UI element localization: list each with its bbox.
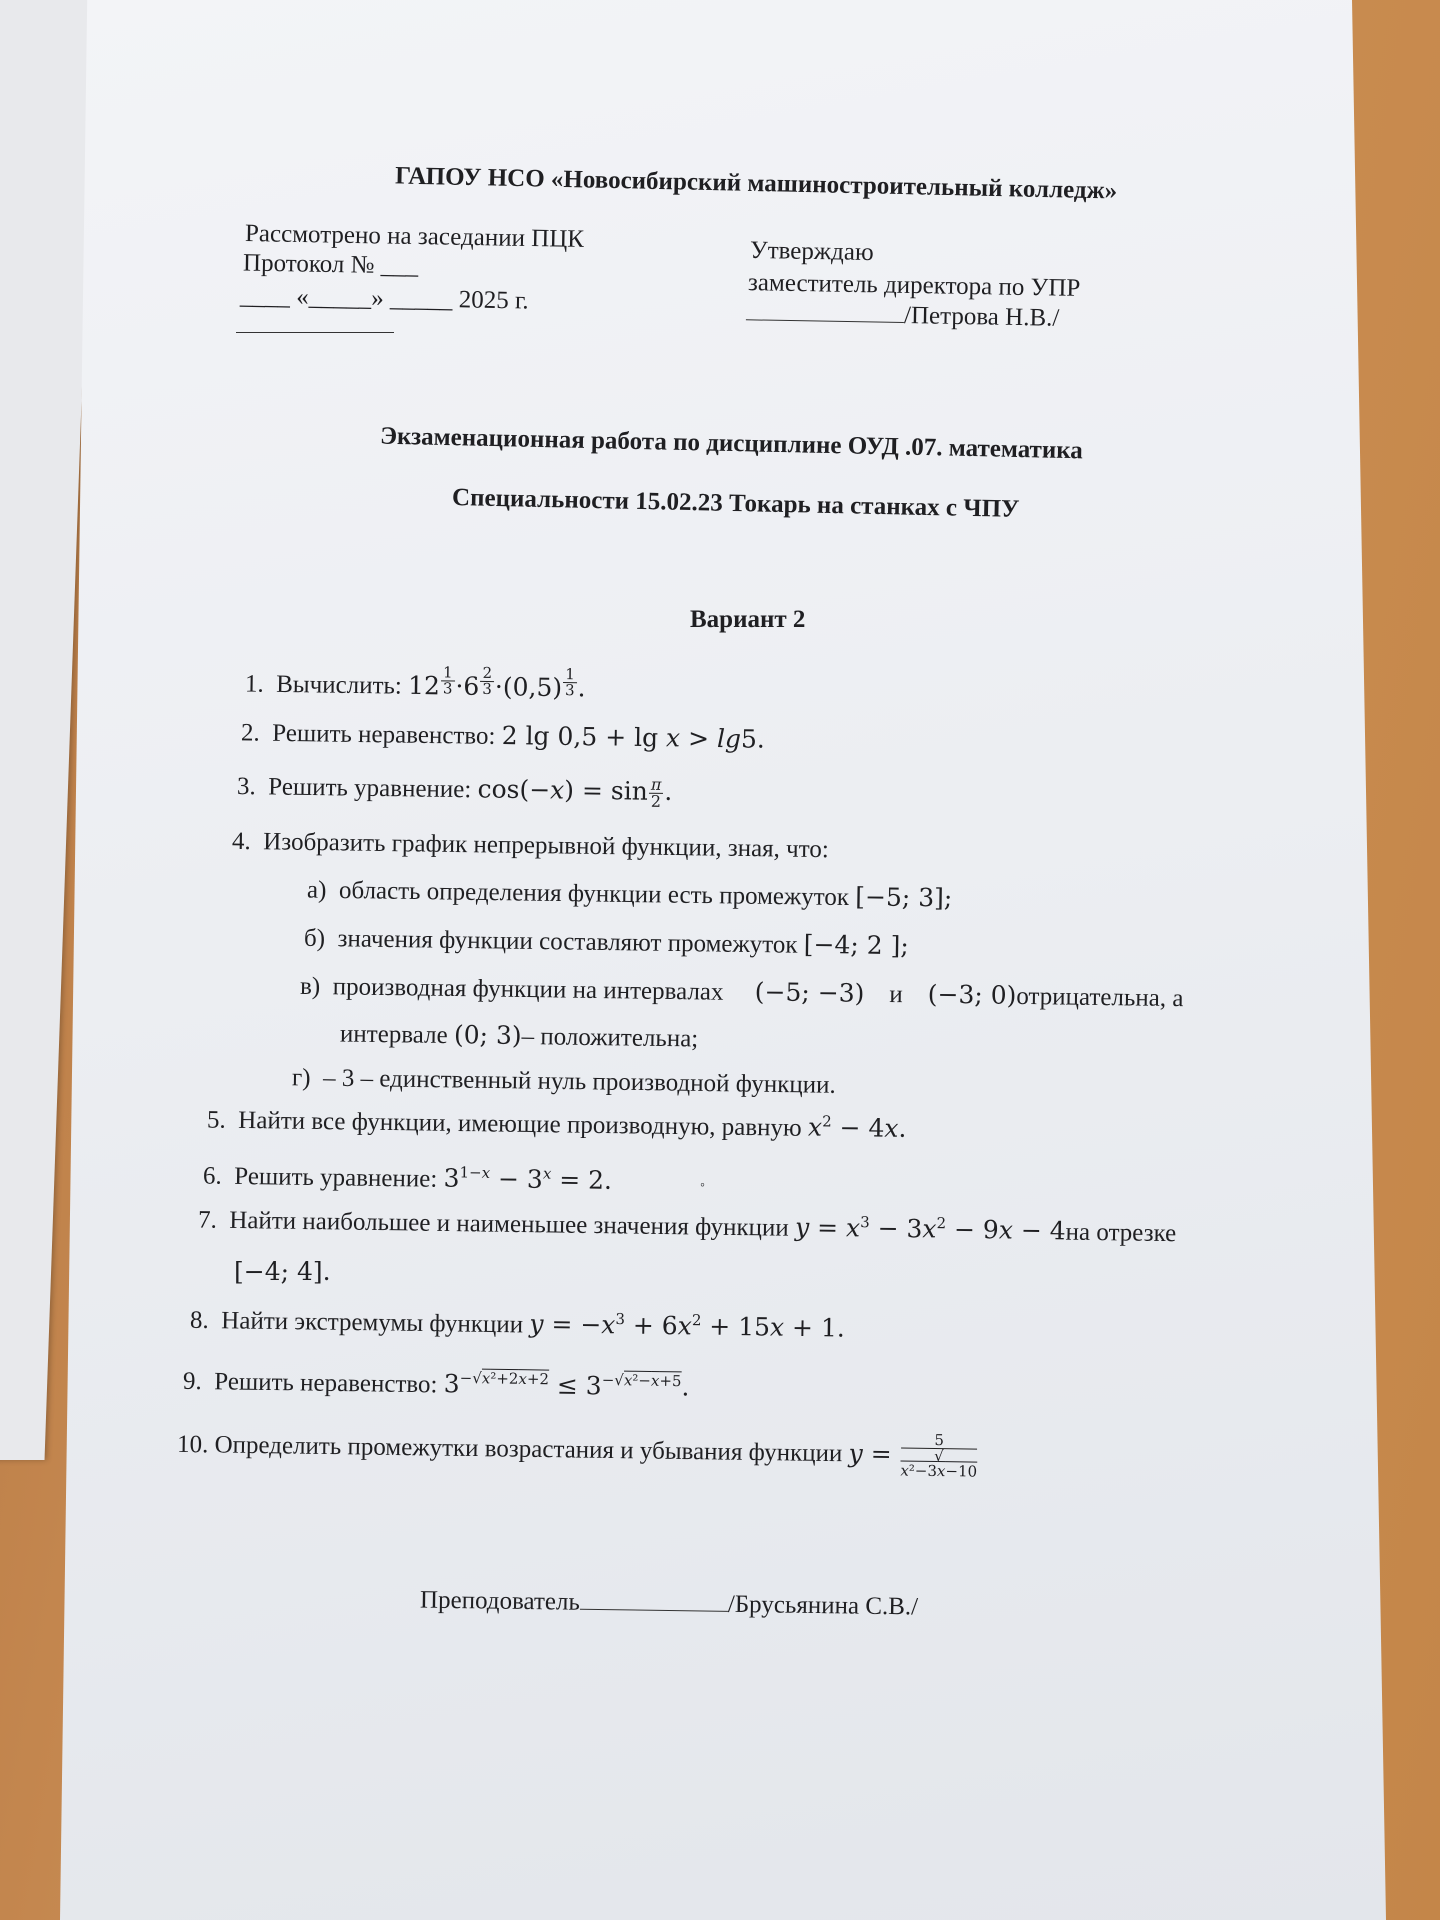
teacher-name: /Брусьянина С.В./ xyxy=(727,1590,919,1621)
college-name: ГАПОУ НСО «Новосибирский машиностроительный колледж» xyxy=(394,162,1118,205)
approval-left-line3: ____ «_____» _____ 2025 г. xyxy=(239,282,529,315)
approval-right-line1: Утверждаю xyxy=(749,236,874,267)
pen-mark: ◦ xyxy=(700,1178,705,1193)
task-4: 4. Изобразить график непрерывной функции, зная, что: xyxy=(231,827,829,864)
task-4b: б) значения функции составляют промежуток [−4; 2 ]; xyxy=(303,924,909,961)
task-6: 6. Решить уравнение: $3^{1-x} - 3^x = 2$. xyxy=(202,1162,613,1196)
specialty-title: Специальности 15.02.23 Токарь на станках с ЧПУ xyxy=(451,484,1020,523)
approval-right-line2: заместитель директора по УПР xyxy=(747,269,1081,302)
task-4d: г) – 3 – единственный нуль производной функции. xyxy=(291,1064,836,1099)
task-4a: а) область определения функции есть промежуток [−5; 3]; xyxy=(306,876,953,913)
approver-name: /Петрова Н.В./ xyxy=(903,302,1060,332)
task-5: 5. Найти все функции, имеющие производную, равную $x^2 - 4x$. xyxy=(206,1106,907,1144)
task-9: 9. Решить неравенство: $3^{-√x^2+2x+2} \le 3^{-√x^2-x+5}$. xyxy=(182,1367,690,1402)
task-3: 3. Решить уравнение: cos(−x) = sin $\frac{\pi}{2}$ . xyxy=(236,772,673,811)
task-7-line2: [−4; 4]. xyxy=(234,1257,331,1286)
task-1: 1. Вычислить: 12 $^{\frac{1}{3}}$ ·6 $^{\frac{2}{3}}$ ·(0,5) $^{\frac{1}{3}}$ . xyxy=(244,663,586,703)
task-4c: в) производная функции на интервалах (−5; −3) и (−3; 0)отрицательна, а xyxy=(299,972,1184,1013)
approval-right-line3 xyxy=(746,299,1060,333)
task-8: 8. Найти экстремумы функции $y = -x^3 + 6x^2 + 15x + 1$. xyxy=(189,1306,845,1343)
approval-left-signline xyxy=(236,312,394,341)
task-7: 7. Найти наибольшее и наименьшее значения функции $y = x^3 - 3x^2 - 9x - 4на$ отрезке xyxy=(197,1206,1177,1248)
approval-left-line2: Протокол № ___ xyxy=(242,249,419,280)
task-2: 2. Решить неравенство: 2 lg 0,5 + lg x > lg5. xyxy=(240,719,766,754)
teacher-signature: Преподователь /Брусьянина С.В./ xyxy=(419,1586,919,1621)
variant-title: Вариант 2 xyxy=(690,606,806,633)
task-4c-line2: интервале (0; 3)– положительна; xyxy=(339,1020,699,1053)
exam-title: Экзаменационная работа по дисциплине ОУД .07. математика xyxy=(379,422,1084,465)
approval-left-line1: Рассмотрено на заседании ПЦК xyxy=(244,220,585,253)
task-10: 10. Определить промежутки возрастания и убывания функции y = 5 √ x²−3x−10 xyxy=(176,1430,978,1481)
